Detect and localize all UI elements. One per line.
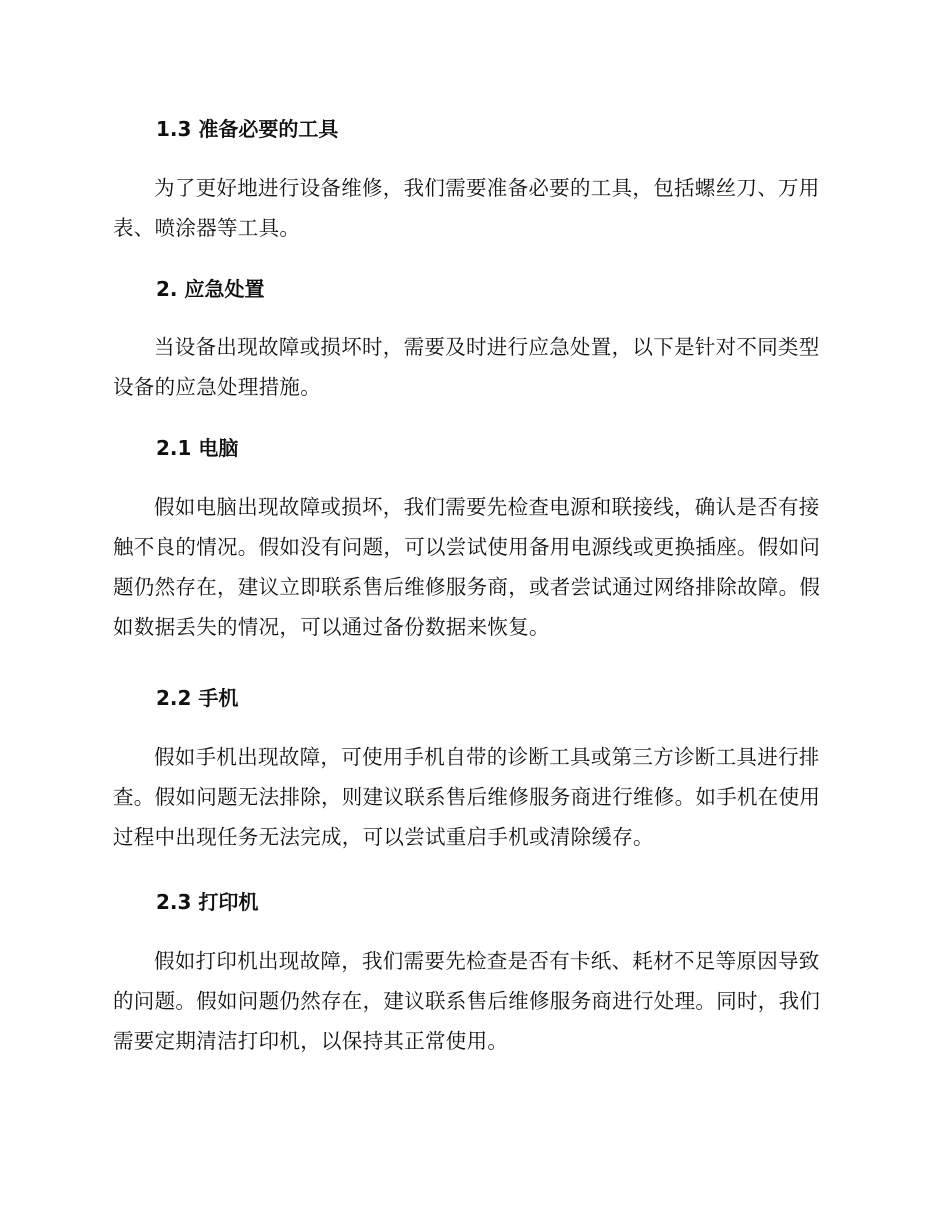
section-heading-2-1: 2.1 电脑 — [156, 436, 239, 460]
section-heading-2: 2. 应急处置 — [156, 277, 265, 301]
section-paragraph-2-3: 假如打印机出现故障，我们需要先检查是否有卡纸、耗材不足等原因导致的问题。假如问题仍然存在，建议联系售后维修服务商进行处理。同时，我们需要定期清洁打印机，以保持其正常使用。 — [113, 949, 821, 1053]
section-paragraph-2: 当设备出现故障或损坏时，需要及时进行应急处置，以下是针对不同类型设备的应急处理措施。 — [113, 335, 820, 399]
section-heading-2-3: 2.3 打印机 — [156, 890, 259, 914]
section-heading-1-3: 1.3 准备必要的工具 — [156, 117, 339, 141]
section-paragraph-2-2: 假如手机出现故障，可使用手机自带的诊断工具或第三方诊断工具进行排查。假如问题无法排除，则建议联系售后维修服务商进行维修。如手机在使用过程中出现任务无法完成，可以尝试重启手机或清除缓存。 — [113, 745, 821, 849]
section-heading-2-2: 2.2 手机 — [156, 686, 239, 710]
section-paragraph-1-3: 为了更好地进行设备维修，我们需要准备必要的工具，包括螺丝刀、万用表、喷涂器等工具。 — [113, 176, 820, 240]
section-paragraph-2-1: 假如电脑出现故障或损坏，我们需要先检查电源和联接线，确认是否有接触不良的情况。假如没有问题，可以尝试使用备用电源线或更换插座。假如问题仍然存在，建议立即联系售后维修服务商，或者尝试通过网络排除故障。假如数据丢失的情况，可以通过备份数据来恢复。 — [113, 495, 821, 639]
